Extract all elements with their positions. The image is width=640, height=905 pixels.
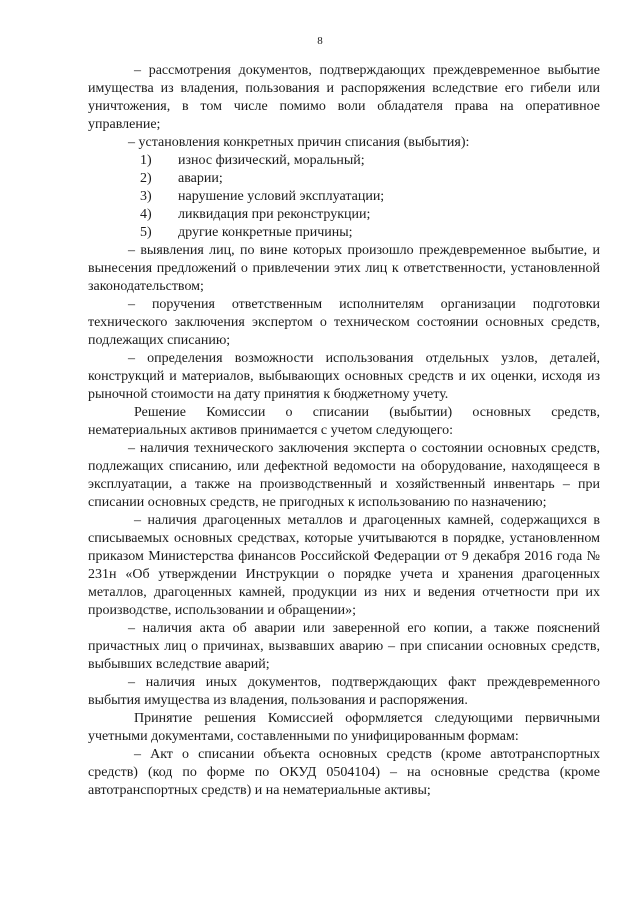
- document-body: [88, 62, 600, 800]
- paragraph-other-documents: – наличия иных документов, подтверждающих факт преждевременного выбытия имущества из владения, пользования и распоряжения.: [88, 675, 600, 708]
- paragraph-technical-conclusion: – поручения ответственным исполнителям организации подготовки технического заключения экспертом о техническом состоянии основных средств, подлежащих списанию;: [88, 297, 600, 348]
- paragraph-reuse-parts: – определения возможности использования отдельных узлов, деталей, конструкций и материалов, выбывающих основных средств и их оценки, исходя из рыночной стоимости на дату принятия к бюджетному учету.: [88, 351, 600, 402]
- list-text: аварии;: [178, 171, 223, 186]
- list-number: 5): [140, 225, 152, 240]
- list-text: износ физический, моральный;: [178, 153, 365, 168]
- paragraph-decision-basis: Решение Комиссии о списании (выбытии) основных средств, нематериальных активов принимается с учетом следующего:: [88, 405, 600, 438]
- list-number: 1): [140, 153, 152, 168]
- paragraph-accident-act: – наличия акта об аварии или заверенной его копии, а также пояснений причастных лиц о причинах, вызвавших аварию – при списании основных средств, выбывших вследствие аварий;: [88, 621, 600, 672]
- list-text: нарушение условий эксплуатации;: [178, 189, 385, 204]
- paragraph-review-documents: – рассмотрения документов, подтверждающих преждевременное выбытие имущества из владения, пользования и распоряжения вследствие его гибели или уничтожения, в том числе помимо воли обладателя права на оперативное управление;: [88, 63, 600, 132]
- list-number: 2): [140, 171, 152, 186]
- page-number: 8: [317, 35, 323, 47]
- paragraph-writeoff-act: – Акт о списании объекта основных средств (кроме автотранспортных средств) (код по форме по ОКУД 0504104) – на основные средства (кроме автотранспортных средств) и на нематериальные активы;: [88, 747, 600, 798]
- list-item-reason-3: [88, 188, 600, 206]
- list-item-reason-2: [88, 170, 600, 188]
- list-text: другие конкретные причины;: [178, 225, 353, 240]
- list-item-reason-1: [88, 152, 600, 170]
- paragraph-precious-metals: – наличия драгоценных металлов и драгоценных камней, содержащихся в списываемых основных средствах, которые учитываются в порядке, установленном приказом Министерства финансов Российской Федерации от 9 декабря 2016 года № 231н «Об утверждении Инструкции о порядке учета и хранения драгоценных металлов, драгоценных камней, продукции из них и ведения отчетности при их производстве, использовании и обращении»;: [88, 513, 600, 618]
- list-number: 4): [140, 207, 152, 222]
- paragraph-reasons-intro: – установления конкретных причин списания (выбытия):: [128, 135, 470, 150]
- paragraph-expert-conclusion: – наличия технического заключения эксперта о состоянии основных средств, подлежащих списанию, или дефектной ведомости на оборудование, находящееся в эксплуатации, а также на производственный и хозяйственный инвентарь – при списании основных средств, не пригодных к использованию по назначению;: [88, 441, 600, 510]
- paragraph-primary-documents: Принятие решения Комиссией оформляется следующими первичными учетными документами, составленными по унифицированным формам:: [88, 711, 600, 744]
- paragraph-identify-persons: – выявления лиц, по вине которых произошло преждевременное выбытие, и вынесения предложений о привлечении этих лиц к ответственности, установленной законодательством;: [88, 243, 600, 294]
- list-item-reason-5: [88, 224, 600, 242]
- list-number: 3): [140, 189, 152, 204]
- list-item-reason-4: [88, 206, 600, 224]
- list-text: ликвидация при реконструкции;: [178, 207, 371, 222]
